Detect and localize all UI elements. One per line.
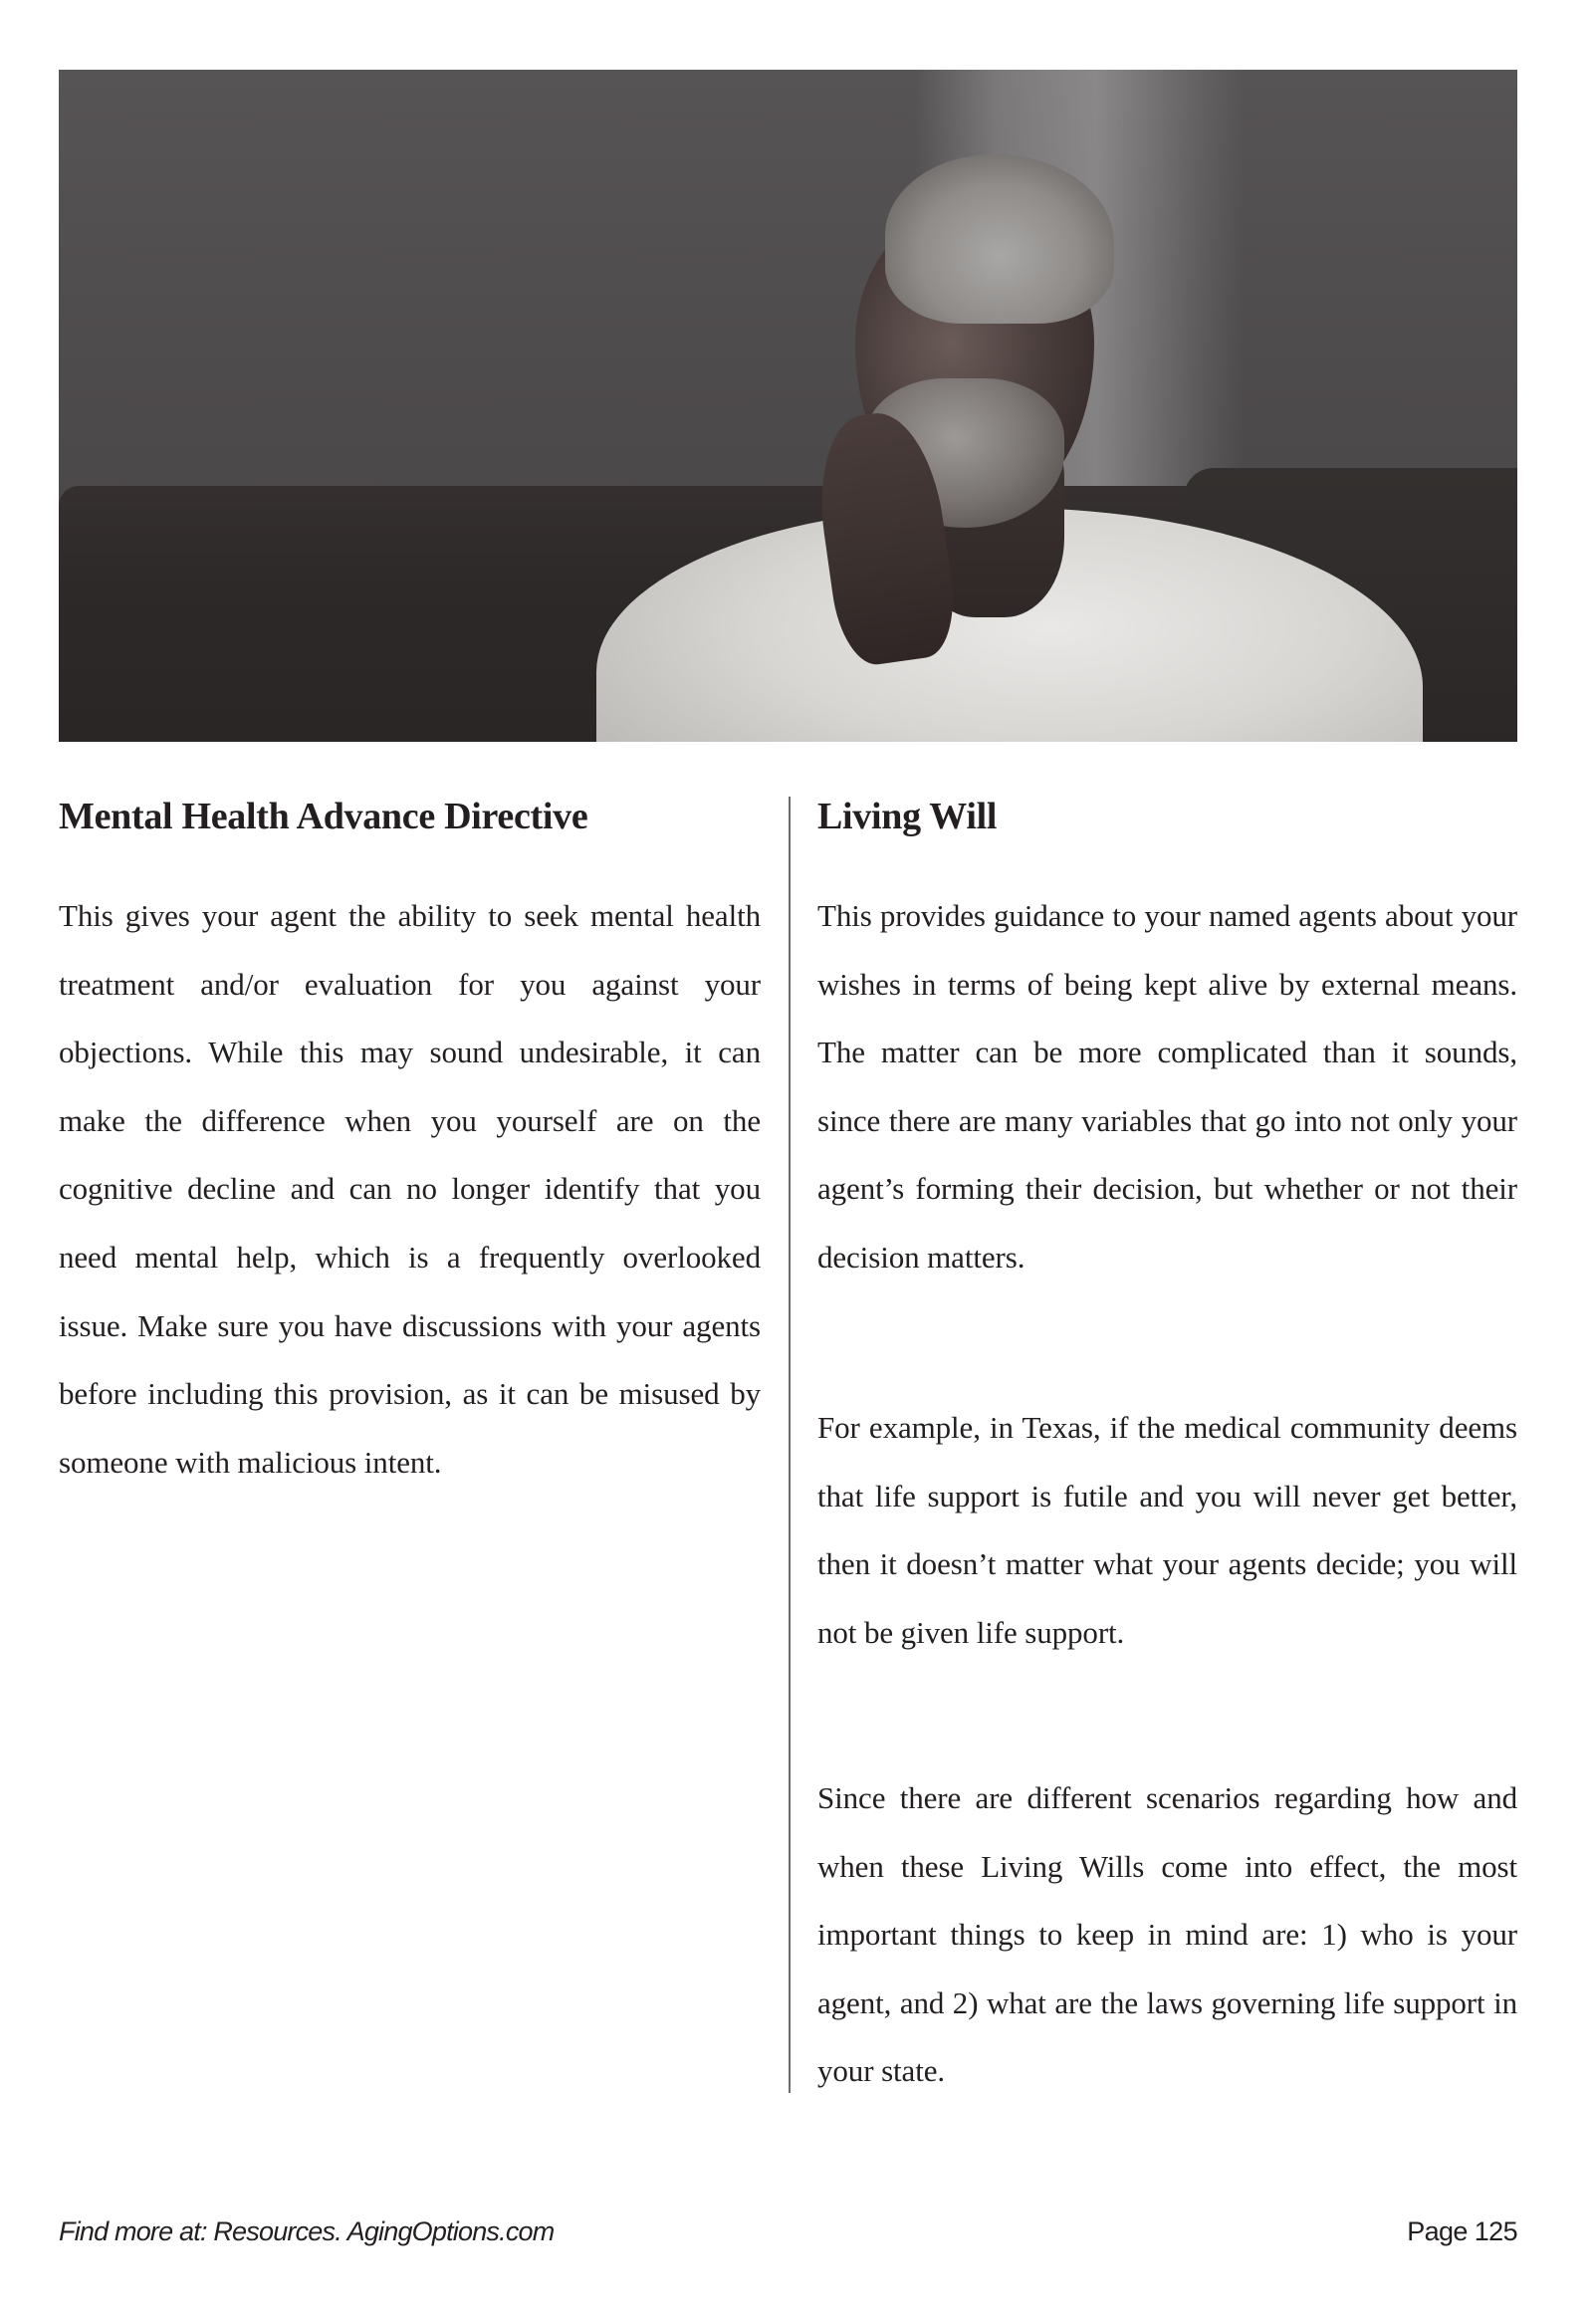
column-divider <box>789 797 791 2093</box>
footer-resource-link[interactable]: Find more at: Resources. AgingOptions.com <box>59 2216 555 2246</box>
header-photo <box>59 70 1517 742</box>
paragraph-living-will-scenarios: Since there are different scenarios regarding how and when these Living Wills come into effect, the most important things to keep in mind are: 1) who is your agent, and 2) what are the laws governing life support in your state. <box>817 1780 1517 2089</box>
section-heading-living-will: Living Will <box>817 796 998 837</box>
paragraph-living-will-intro: This provides guidance to your named agents about your wishes in terms of being kept alive by external means. The matter can be more complicated than it sounds, since there are many variables that go into not only your agent’s forming their decision, but whether or not their decision matters. <box>817 898 1517 1275</box>
paragraph-mental-health: This gives your agent the ability to seek mental health treatment and/or evaluation for you against your objections. While this may sound undesirable, it can make the difference when you yourself are on the cognitive decline and can no longer identify that you need mental help, which is a frequently overlooked issue. Make sure you have discussions with your agents before including this provision, as it can be misused by someone with malicious intent. <box>59 898 761 1480</box>
section-heading-mental-health: Mental Health Advance Directive <box>59 796 588 837</box>
paragraph-living-will-texas: For example, in Texas, if the medical community deems that life support is futile and you will never get better, then it doesn’t matter what your agents decide; you will not be given life support. <box>817 1410 1517 1650</box>
page-number: Page 125 <box>1407 2216 1517 2246</box>
